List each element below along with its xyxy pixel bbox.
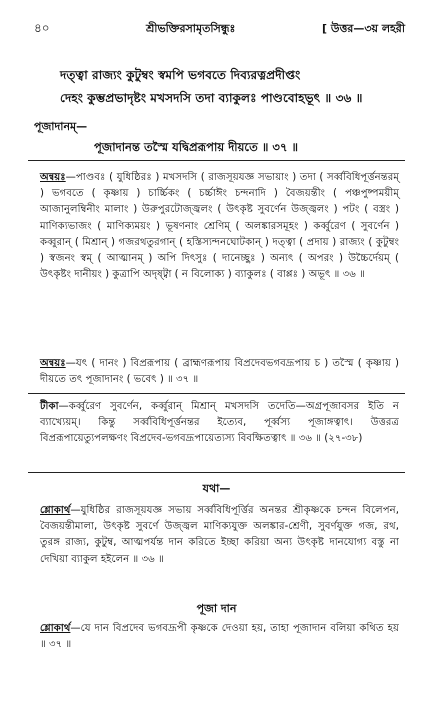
divider [28, 393, 405, 394]
verse-37: পূজাদানন্ত তস্মৈ যদ্বিপ্ররূপায় দীয়তে ॥ ৩৭ ॥ [94, 140, 299, 154]
anvaya-36-lead: অন্বয়ঃ [40, 172, 66, 183]
anvaya-36-text: —পাণ্ডবঃ ( যুধিষ্ঠিরঃ ) মখসদসি ( রাজসূয়যজ্ঞ সভায়াং ) তদা ( সর্ব্ববিধিপূর্ত্তনন্তরম্ ) ভগবতে ( কৃষ্ণায় ) চার্চ্চিকং ( চর্চ্চাঈং চন্দনাদি ) বৈজয়ন্তীং ( পঞ্চপুষ্পময়ীম্ আজানুলম্বিনীং মালাং ) উরুপুরটোজ্জ্বলং ( উৎকৃষ্ট সুবর্ণেন উজ্জ্বলং ) পটং ( বস্ত্রং ) মাণিক্যভাজং ( মাণিক্যময়ং ) ভূষণনাং শ্রেণিম্ ( অলঙ্কারসমূহং ) কর্ব্বুরেণ ( সুবর্ণেন ) কব্বুরান্ ( মিশ্রান্ ) গজরথতুরগান্ ( হস্তিস্যন্দনঘোটকান্ ) দত্ত্বা ( প্রদায় ) রাজ্যং ( কুটুম্বং ) স্বজনং স্বম্ ( আত্মানম্ ) অপি দিৎসুঃ ( দানেচ্ছুঃ ) অন্যৎ ( অপরং ) উচ্চৈর্দেয়ম্ ( উৎকৃষ্টং দানীয়ং ) কুত্রাপি অদৃষ্ট্বা ( ন বিলোক্য ) ব্যাকুলঃ ( বাপ্পঃ ) অভূৎ ॥ ৩৬ ॥ [40, 172, 399, 281]
section-label: [ উত্তর—৩য় লহরী [322, 22, 405, 35]
anvaya-37-text: —যৎ ( দানং ) বিপ্ররূপায় ( ব্রাহ্মণরূপায় বিপ্রদেবভগবদ্রূপায় চ ) তস্মৈ ( কৃষ্ণায় ) দীয়তে তৎ পূজাদানং ( ভবেৎ ) ॥ ৩৭ ॥ [40, 358, 399, 386]
divider [28, 160, 405, 161]
shlokartha-36-lead: শ্লোকার্থ [40, 505, 71, 516]
verse-36 [60, 64, 393, 110]
shlokartha-36 [40, 503, 399, 568]
verse-36-line-2: দেহং কুম্ভপ্রভাদৃষ্টং মখসদসি তদা ব্যাকুলঃ পাণ্ডবোহভূৎ ॥ ৩৬ ॥ [60, 91, 363, 105]
page-header [34, 20, 405, 36]
anvaya-37 [40, 356, 399, 388]
book-title: শ্রীভক্তিরসামৃতসিন্ধুঃ [146, 22, 236, 35]
tika-lead: টীকা [40, 401, 59, 412]
puja-label: পূজাদানম্— [34, 120, 88, 133]
puja-dan-heading: পূজা দান [196, 602, 237, 615]
yatha-heading: যথা— [202, 482, 231, 495]
shlokartha-36-text: —যুধিষ্ঠির রাজসূয়যজ্ঞ সভায় সর্ব্ববিধিপূর্ত্তির অনন্তর শ্রীকৃষ্ণকে চন্দন বিলেপন, বৈজয়ন্তীমালা, উৎকৃষ্ট সুবর্ণে উজ্জ্বল মাণিক্যযুক্ত অলঙ্কার-শ্রেণী, সুবর্ণযুক্ত গজ, রথ, তুরঙ্গ রাজ্য, কুটুম্ব, আত্মপর্যন্ত দান করিতে ইচ্ছা করিয়া অন্য উৎকৃষ্ট দানযোগ্য বস্তু না দেখিয়া ব্যাকুল হইলেন ॥ ৩৬ ॥ [40, 505, 399, 565]
shlokartha-37-text: —যে দান বিপ্রদেব ভগবদ্রূপী কৃষ্ণকে দেওয়া হয়, তাহা পূজাদান বলিয়া কথিত হয় ॥ ৩৭ ॥ [40, 623, 399, 651]
verse-36-line-1: দত্ত্বা রাজ্যং কুটুম্বং স্বমপি ভগবতে দিব্যরত্নপ্রদীপ্তং [60, 68, 301, 82]
tika-text: —কর্ব্বুরেণ সুবর্ণেন, কর্ব্বুরান্ মিশ্রান্ মখসদসি তদেতি—অগ্রপূজাবসর ইতি ন ব্যাখ্যেয়ম্। কিন্তু সর্ব্ববিধিপূর্ত্তনন্তর ইত্যেব, পূর্ব্বস্য পূজাঙ্গত্বাৎ। উত্তরত্র বিপ্ররূপায়েত্যুপলক্ষণং বিপ্রদেব-ভগবদ্রূপায়েত্যস্য বিবক্ষিতত্বাৎ ॥ ৩৬ ॥ (২৭-৩৮) [40, 401, 399, 445]
shlokartha-37 [40, 621, 399, 653]
tika-commentary [40, 399, 399, 448]
anvaya-36 [40, 170, 399, 283]
shlokartha-37-lead: শ্লোকার্থ [40, 623, 71, 634]
divider [28, 472, 405, 473]
anvaya-37-lead: অন্বয়ঃ [40, 358, 66, 369]
page-number: ৪০ [34, 21, 50, 35]
